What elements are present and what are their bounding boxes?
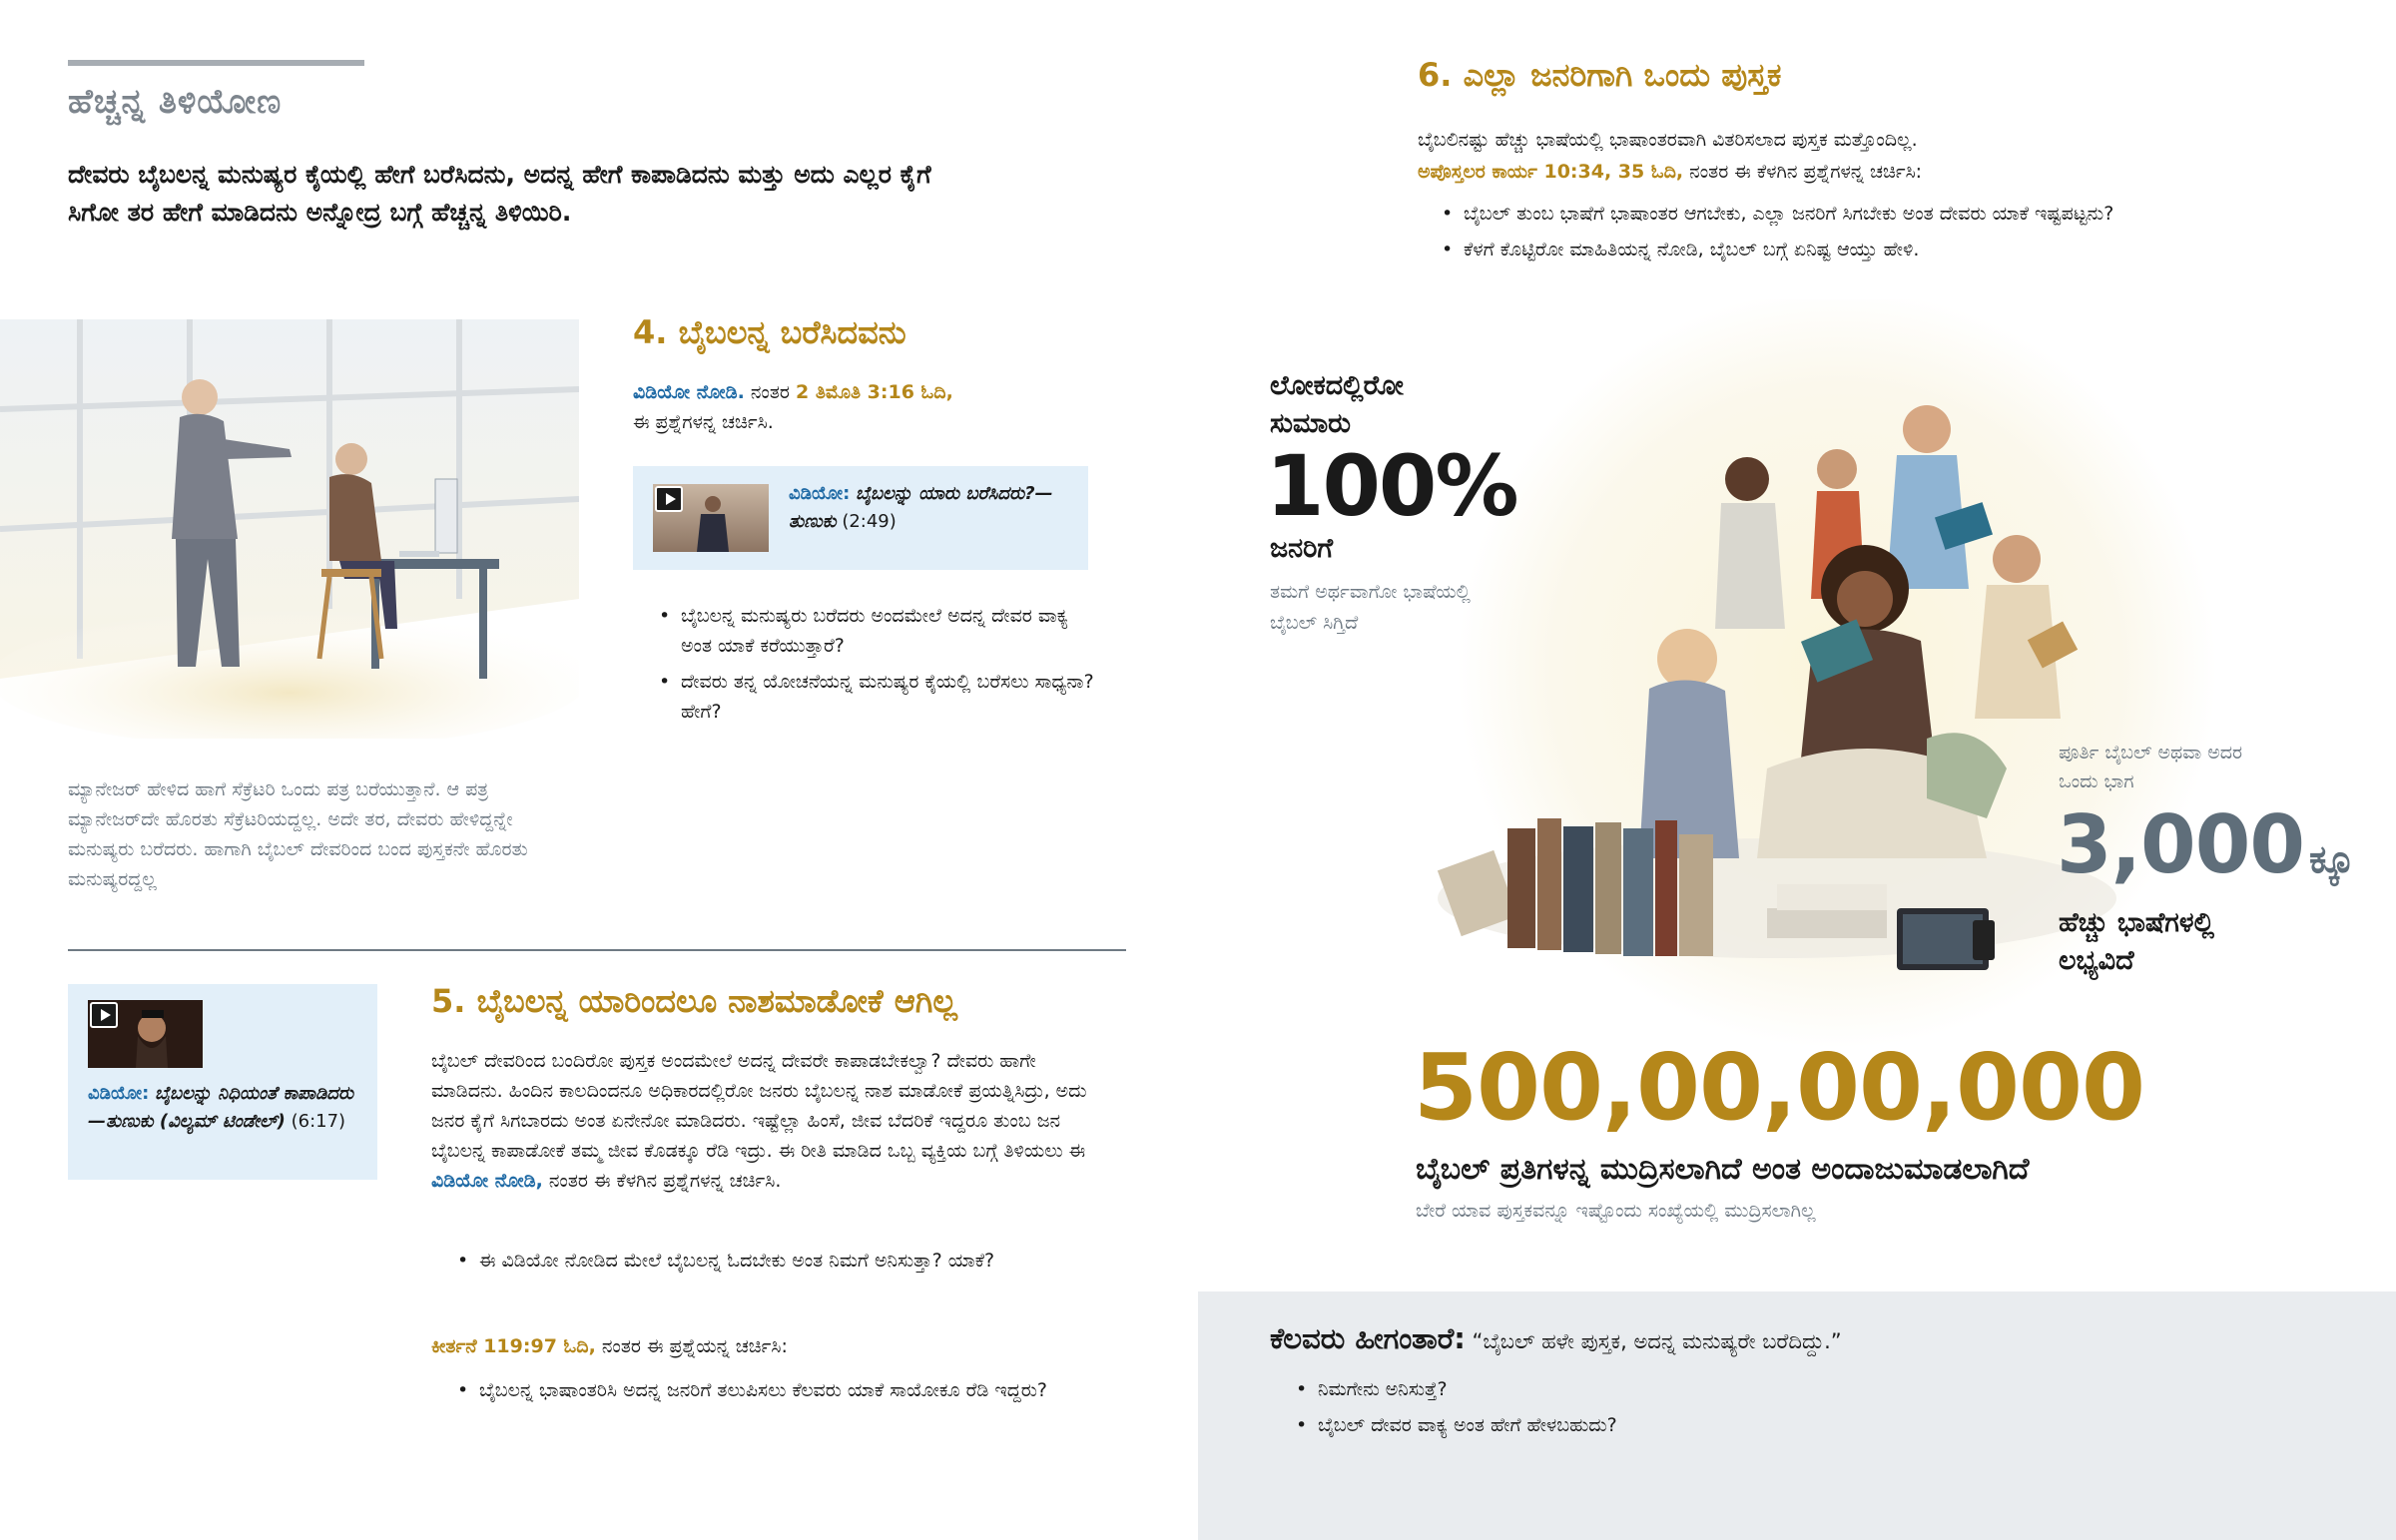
section5-video-duration: (6:17) bbox=[291, 1111, 346, 1132]
some-say-question-2: • ಬೈಬಲ್ ದೇವರ ವಾಕ್ಯ ಅಂತ ಹೇಗೆ ಹೇಳಬಹುದು? bbox=[1292, 1407, 2290, 1443]
some-say-questions bbox=[1292, 1371, 2290, 1443]
section6-question-1: • ಬೈಬಲ್ ತುಂಬ ಭಾಷೆಗೆ ಭಾಷಾಂತರ ಆಗಬೇಕು, ಎಲ್ಲಾ ಜನರಿಗೆ ಸಿಗಬೇಕು ಅಂತ ದೇವರು ಯಾಕೆ ಇಷ್ಟಪಟ್ಟನು? bbox=[1438, 196, 2356, 232]
section6-line1: ಬೈಬಲಿನಷ್ಟು ಹೆಚ್ಚು ಭಾಷೆಯಲ್ಲಿ ಭಾಷಾಂತರವಾಗಿ ವಿತರಿಸಲಾದ ಪುಸ್ತಕ ಮತ್ತೊಂದಿಲ್ಲ. bbox=[1418, 129, 1918, 151]
section6-question-2: • ಕೆಳಗೆ ಕೊಟ್ಟಿರೋ ಮಾಹಿತಿಯನ್ನ ನೋಡಿ, ಬೈಬಲ್ ಬಗ್ಗೆ ಏನಿಷ್ಟ ಆಯ್ತು ಹೇಳಿ. bbox=[1438, 232, 2356, 267]
section6-scripture-link[interactable]: ಅಪೊಸ್ತಲರ ಕಾರ್ಯ 10:34, 35 ಓದಿ, bbox=[1418, 161, 1684, 183]
section4-video-text bbox=[789, 480, 1068, 536]
section6-title: 6. ಎಲ್ಲಾ ಜನರಿಗಾಗಿ ಒಂದು ಪುಸ್ತಕ bbox=[1418, 56, 1782, 94]
intro-title: ಹೆಚ್ಚನ್ನ ತಿಳಿಯೋಣ bbox=[68, 82, 283, 122]
stat-world-pre1: ಲೋಕದಲ್ಲಿರೋ bbox=[1270, 370, 1404, 401]
section4-question-2: • ದೇವರು ತನ್ನ ಯೋಚನೆಯನ್ನ ಮನುಷ್ಯರ ಕೈಯಲ್ಲಿ ಬರೆಸಲು ಸಾಧ್ಯನಾ? ಹೇಗೆ? bbox=[655, 667, 1094, 727]
section5-scripture-link[interactable]: ಕೀರ್ತನೆ 119:97 ಓದಿ, bbox=[431, 1335, 596, 1357]
section6-intro bbox=[1418, 124, 2336, 188]
manager-secretary-illustration bbox=[0, 299, 579, 739]
stat-lang-number-row bbox=[2057, 798, 2354, 891]
section4-discuss: ಈ ಪ್ರಶ್ನೆಗಳನ್ನ ಚರ್ಚಿಸಿ. bbox=[633, 411, 774, 433]
stat-lang-post: ಹೆಚ್ಚು ಭಾಷೆಗಳಲ್ಲಿ ಲಭ್ಯವಿದೆ bbox=[2059, 907, 2214, 976]
section5-title: 5. ಬೈಬಲನ್ನ ಯಾರಿಂದಲೂ ನಾಶಮಾಡೋಕೆ ಆಗಿಲ್ಲ bbox=[431, 982, 957, 1020]
section4-video-title: ಬೈಬಲನ್ನು ಯಾರು ಬರೆಸಿದರು?—ತುಣುಕು bbox=[789, 483, 1053, 532]
section4-video-duration: (2:49) bbox=[842, 511, 897, 532]
section5-video-box[interactable] bbox=[68, 984, 377, 1180]
some-say-heading bbox=[1270, 1321, 2368, 1356]
section5-question-2: • ಬೈಬಲನ್ನ ಭಾಷಾಂತರಿಸಿ ಅದನ್ನ ಜನರಿಗೆ ತಲುಪಿಸಲು ಕೆಲವರು ಯಾಕೆ ಸಾಯೋಕೂ ರೆಡಿ ಇದ್ದರು? bbox=[453, 1375, 1112, 1405]
section5-video-thumbnail[interactable] bbox=[88, 1000, 203, 1068]
illustration-caption: ಮ್ಯಾನೇಜರ್ ಹೇಳಿದ ಹಾಗೆ ಸೆಕ್ರೆಟರಿ ಒಂದು ಪತ್ರ ಬರೆಯುತ್ತಾನೆ. ಆ ಪತ್ರ ಮ್ಯಾನೇಜರ್‌ದೇ ಹೊರತು ಸೆಕ್ರೆಟರಿಯದ್ದಲ್ಲ. ಅದೇ ತರ, ದೇವರು ಹೇಳಿದ್ದನ್ನೇ ಮನುಷ್ಯರು ಬರೆದರು. ಹಾಗಾಗಿ ಬೈಬಲ್ ದೇವರಿಂದ ಬಂದ ಪುಸ್ತಕನೇ ಹೊರತು ಮನುಷ್ಯರದ್ದಲ್ಲ bbox=[68, 778, 528, 890]
stat-lang-suffix: ಕ್ಕೂ bbox=[2309, 837, 2355, 881]
section4-instructions bbox=[633, 377, 1092, 437]
stat-percent: 100% bbox=[1266, 437, 1517, 535]
stat-copies-num: 500,00,00,000 bbox=[1414, 1034, 2144, 1141]
section4-questions bbox=[655, 601, 1094, 727]
section-divider bbox=[68, 949, 1126, 951]
section5-instructions-2 bbox=[431, 1331, 1110, 1361]
some-say-question-1: • ನಿಮಗೇನು ಅನಿಸುತ್ತೆ? bbox=[1292, 1371, 2290, 1407]
section4-watch-link[interactable]: ವಿಡಿಯೋ ನೋಡಿ. bbox=[633, 381, 745, 403]
section5-video-title: ಬೈಬಲನ್ನು ನಿಧಿಯಂತೆ ಕಾಪಾಡಿದರು—ತುಣುಕು (ವಿಲ್ಯಮ್ ಟಿಂಡೇಲ್) bbox=[88, 1083, 354, 1132]
some-say-box bbox=[1198, 1291, 2396, 1540]
intro-rule bbox=[68, 60, 364, 66]
section5-question-1: • ಈ ವಿಡಿಯೋ ನೋಡಿದ ಮೇಲೆ ಬೈಬಲನ್ನ ಓದಬೇಕು ಅಂತ ನಿಮಗೆ ಅನಿಸುತ್ತಾ? ಯಾಕೆ? bbox=[453, 1246, 1092, 1276]
intro-text: ದೇವರು ಬೈಬಲನ್ನ ಮನುಷ್ಯರ ಕೈಯಲ್ಲಿ ಹೇಗೆ ಬರೆಸಿದನು, ಅದನ್ನ ಹೇಗೆ ಕಾಪಾಡಿದನು ಮತ್ತು ಅದು ಎಲ್ಲರ ಕೈಗೆ ಸಿಗೋ ತರ ಹೇಗೆ ಮಾಡಿದನು ಅನ್ನೋದ್ರ ಬಗ್ಗೆ ಹೆಚ್ಚನ್ನ ತಿಳಿಯಿರಿ. bbox=[68, 160, 931, 227]
stat-lang-num: 3,000 bbox=[2057, 798, 2305, 891]
stat-copies-text: ಬೈಬಲ್ ಪ್ರತಿಗಳನ್ನ ಮುದ್ರಿಸಲಾಗಿದೆ ಅಂತ ಅಂದಾಜುಮಾಡಲಾಗಿದೆ bbox=[1416, 1152, 2030, 1187]
section5-watch-link[interactable]: ವಿಡಿಯೋ ನೋಡಿ, bbox=[431, 1170, 543, 1192]
section4-question-1: • ಬೈಬಲನ್ನ ಮನುಷ್ಯರು ಬರೆದರು ಅಂದಮೇಲೆ ಅದನ್ನ ದೇವರ ವಾಕ್ಯ ಅಂತ ಯಾಕೆ ಕರೆಯುತ್ತಾರೆ? bbox=[655, 601, 1094, 661]
section4-then: ನಂತರ bbox=[744, 381, 796, 403]
some-say-quote: “ಬೈಬಲ್ ಹಳೇ ಪುಸ್ತಕ, ಅದನ್ನ ಮನುಷ್ಯರೇ ಬರೆದಿದ್ದು.” bbox=[1465, 1329, 1842, 1353]
section4-video-box[interactable] bbox=[633, 466, 1088, 570]
play-icon[interactable] bbox=[655, 486, 683, 512]
section5-questions-2 bbox=[453, 1375, 1112, 1405]
stat-lang-pre: ಪೂರ್ತಿ ಬೈಬಲ್ ಅಥವಾ ಅದರ ಒಂದು ಭಾಗ bbox=[2059, 742, 2243, 792]
section5-video-label: ವಿಡಿಯೋ: bbox=[88, 1083, 150, 1104]
section5-video-text bbox=[88, 1080, 367, 1136]
stat-people: ಜನರಿಗೆ bbox=[1270, 533, 1334, 564]
section4-video-label: ವಿಡಿಯೋ: bbox=[789, 483, 851, 504]
section5-discuss-2: ನಂತರ ಈ ಪ್ರಶ್ನೆಯನ್ನ ಚರ್ಚಿಸಿ: bbox=[595, 1335, 788, 1357]
section6-questions bbox=[1438, 196, 2356, 267]
section4-scripture-link[interactable]: 2 ತಿಮೊತಿ 3:16 ಓದಿ, bbox=[795, 381, 953, 403]
section6-discuss: ನಂತರ ಈ ಕೆಳಗಿನ ಪ್ರಶ್ನೆಗಳನ್ನ ಚರ್ಚಿಸಿ: bbox=[1683, 161, 1923, 183]
stat-copies-sub: ಬೇರೆ ಯಾವ ಪುಸ್ತಕವನ್ನೂ ಇಷ್ಟೊಂದು ಸಂಖ್ಯೆಯಲ್ಲಿ ಮುದ್ರಿಸಲಾಗಿಲ್ಲ bbox=[1416, 1200, 1816, 1222]
stat-world-pre2: ಸುಮಾರು bbox=[1270, 408, 1351, 439]
some-say-label: ಕೆಲವರು ಹೀಗಂತಾರೆ: bbox=[1270, 1321, 1466, 1355]
section5-discuss: ನಂತರ ಈ ಕೆಳಗಿನ ಪ್ರಶ್ನೆಗಳನ್ನ ಚರ್ಚಿಸಿ. bbox=[542, 1170, 782, 1192]
stat-world-label bbox=[1270, 367, 1404, 443]
stat-percent-sub: ತಮಗೆ ಅರ್ಥವಾಗೋ ಭಾಷೆಯಲ್ಲಿ ಬೈಬಲ್ ಸಿಗ್ತಿದೆ bbox=[1270, 581, 1471, 634]
section4-video-thumbnail[interactable] bbox=[653, 484, 769, 552]
section5-questions-1 bbox=[453, 1246, 1092, 1276]
section4-title: 4. ಬೈಬಲನ್ನ ಬರೆಸಿದವನು bbox=[633, 313, 906, 351]
play-icon[interactable] bbox=[90, 1002, 118, 1028]
section5-body-text: ಬೈಬಲ್ ದೇವರಿಂದ ಬಂದಿರೋ ಪುಸ್ತಕ ಅಂದಮೇಲೆ ಅದನ್ನ ದೇವರೇ ಕಾಪಾಡಬೇಕಲ್ವಾ? ದೇವರು ಹಾಗೇ ಮಾಡಿದನು. ಹಿಂದಿನ ಕಾಲದಿಂದನೂ ಅಧಿಕಾರದಲ್ಲಿರೋ ಜನರು ಬೈಬಲನ್ನ ನಾಶ ಮಾಡೋಕೆ ಪ್ರಯತ್ನಿಸಿದ್ರು, ಅದು ಜನರ ಕೈಗೆ ಸಿಗಬಾರದು ಅಂತ ಏನೇನೋ ಮಾಡಿದರು. ಇಷ್ಟೆಲ್ಲಾ ಹಿಂಸೆ, ಜೀವ ಬೆದರಿಕೆ ಇದ್ದರೂ ತುಂಬ ಜನ ಬೈಬಲನ್ನ ಕಾಪಾಡೋಕೆ ತಮ್ಮ ಜೀವ ಕೊಡಕ್ಕೂ ರೆಡಿ ಇದ್ರು. ಈ ರೀತಿ ಮಾಡಿದ ಒಬ್ಬ ವ್ಯಕ್ತಿಯ ಬಗ್ಗೆ ತಿಳಿಯಲು ಈ bbox=[431, 1050, 1087, 1162]
section5-body bbox=[431, 1046, 1110, 1196]
